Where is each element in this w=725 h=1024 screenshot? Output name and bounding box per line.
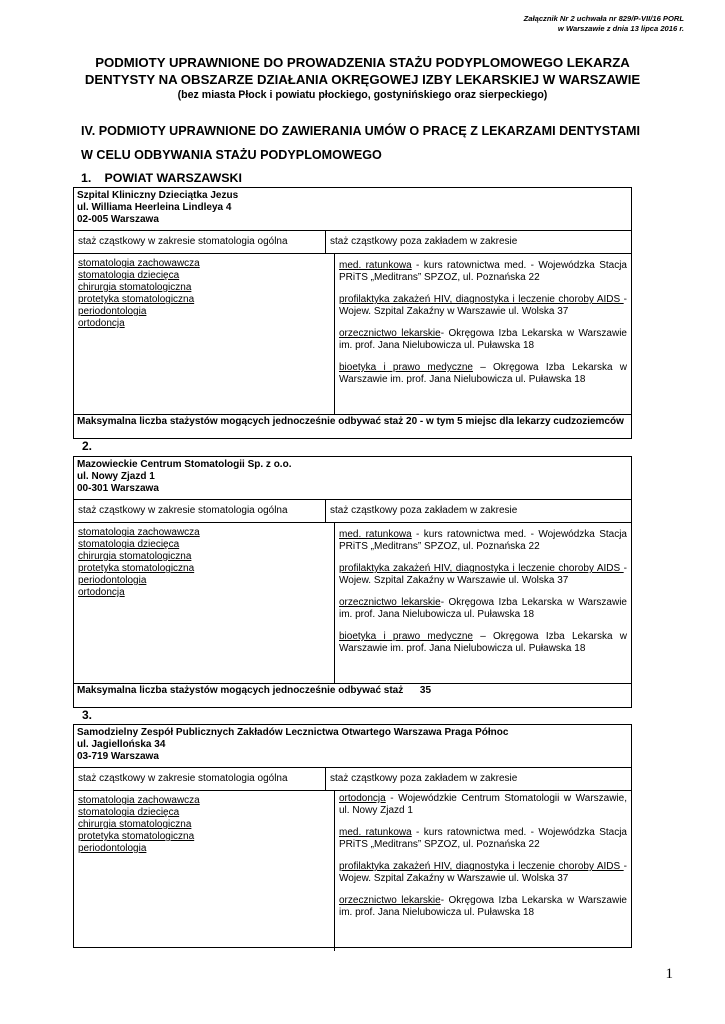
external-item-topic: med. ratunkowa [339, 827, 412, 838]
external-item-place: - Wojew. Szpital Zakaźny w Warszawie ul. Wolska 37 [339, 294, 627, 317]
external-item [339, 563, 627, 587]
max-interns: Maksymalna liczba stażystów mogących jednocześnie odbywać staż 20 - w tym 5 miejsc dla lekarzy cudzoziemców [74, 414, 631, 429]
specialty-item: protetyka stomatologiczna [78, 563, 195, 574]
max-interns: Maksymalna liczba stażystów mogących jednocześnie odbywać staż 35 [74, 683, 631, 698]
external-item [339, 260, 627, 284]
body-row [74, 791, 631, 951]
column-header-general: staż cząstkowy w zakresie stomatologia ogólna [74, 231, 326, 253]
external-item-place: - kurs ratownictwa med. - Wojewódzka Stacja PRiTS „Meditrans” SPZOZ, ul. Poznańska 22 [339, 827, 627, 850]
external-list [335, 523, 631, 683]
powiat-heading [81, 171, 242, 185]
external-item [339, 529, 627, 553]
institution-street: ul. Nowy Zjazd 1 [77, 471, 155, 482]
title-line-2: DENTYSTY NA OBSZARZE DZIAŁANIA OKRĘGOWEJ IZBY LEKARSKIEJ W WARSZAWIE [84, 72, 641, 87]
external-item [339, 895, 627, 919]
specialty-list [74, 791, 335, 951]
column-header-external: staż cząstkowy poza zakładem w zakresie [330, 773, 518, 784]
column-header-external: staż cząstkowy poza zakładem w zakresie [330, 236, 518, 247]
column-headers [74, 500, 631, 523]
external-item-topic: med. ratunkowa [339, 260, 412, 271]
external-item [339, 294, 627, 318]
external-item-topic: profilaktyka zakażeń HIV, diagnostyka i leczenie choroby AIDS [339, 563, 624, 574]
column-headers [74, 768, 631, 791]
external-item-place: - Okręgowa Izba Lekarska w Warszawie im. prof. Jana Nielubowicza ul. Puławska 18 [339, 895, 627, 918]
external-item-topic: orzecznictwo lekarskie [339, 597, 441, 608]
section-heading-line-1: IV. PODMIOTY UPRAWNIONE DO ZAWIERANIA UMÓW O PRACĘ Z LEKARZAMI DENTYSTAMI [81, 124, 641, 138]
external-item-topic: med. ratunkowa [339, 529, 412, 540]
institution-city: 03-719 Warszawa [77, 751, 159, 762]
specialty-item: stomatologia dziecięca [78, 807, 180, 818]
external-item-place: - Wojew. Szpital Zakaźny w Warszawie ul. Wolska 37 [339, 861, 627, 884]
institution-name: Mazowieckie Centrum Stomatologii Sp. z o.o. [77, 459, 292, 470]
external-item [339, 597, 627, 621]
specialty-item: chirurgia stomatologiczna [78, 551, 192, 562]
external-item-place: - Wojew. Szpital Zakaźny w Warszawie ul. Wolska 37 [339, 563, 627, 586]
external-item-place: – Okręgowa Izba Lekarska w Warszawie im. prof. Jana Nielubowicza ul. Puławska 18 [339, 362, 627, 385]
external-item-topic: ortodoncja [339, 793, 386, 804]
section-heading-line-2: W CELU ODBYWANIA STAŻU PODYPLOMOWEGO [81, 148, 382, 162]
column-headers [74, 231, 631, 254]
specialty-list [74, 254, 335, 414]
external-list [335, 254, 631, 414]
powiat-number: 1. [81, 171, 92, 185]
specialty-item: protetyka stomatologiczna [78, 831, 195, 842]
specialty-item: stomatologia zachowawcza [78, 527, 200, 538]
external-item [339, 631, 627, 655]
external-item [339, 793, 627, 817]
specialty-item: ortodoncja [78, 318, 125, 329]
column-header-general: staż cząstkowy w zakresie stomatologia ogólna [74, 500, 326, 522]
attachment-line-2: w Warszawie z dnia 13 lipca 2016 r. [557, 24, 684, 33]
institution-block-1 [73, 187, 632, 439]
specialty-item: stomatologia zachowawcza [78, 795, 200, 806]
institution-info [74, 188, 631, 231]
institution-block-3 [73, 724, 632, 948]
specialty-item: periodontologia [78, 843, 147, 854]
body-row [74, 254, 631, 414]
institution-city: 02-005 Warszawa [77, 214, 159, 225]
external-item-place: – Okręgowa Izba Lekarska w Warszawie im. prof. Jana Nielubowicza ul. Puławska 18 [339, 631, 627, 654]
institution-info [74, 725, 631, 768]
external-item-topic: profilaktyka zakażeń HIV, diagnostyka i leczenie choroby AIDS [339, 294, 624, 305]
document-title [0, 54, 725, 102]
institution-block-2 [73, 456, 632, 708]
external-item-place: - kurs ratownictwa med. - Wojewódzka Stacja PRiTS „Meditrans” SPZOZ, ul. Poznańska 22 [339, 529, 627, 552]
specialty-list [74, 523, 335, 683]
external-item-place: - Okręgowa Izba Lekarska w Warszawie im. prof. Jana Nielubowicza ul. Puławska 18 [339, 328, 627, 351]
external-list [335, 791, 631, 951]
institution-street: ul. Williama Heerleina Lindleya 4 [77, 202, 232, 213]
specialty-item: chirurgia stomatologiczna [78, 282, 192, 293]
specialty-item: stomatologia zachowawcza [78, 258, 200, 269]
external-item-topic: bioetyka i prawo medyczne [339, 631, 473, 642]
entry-number: 3. [82, 708, 93, 722]
specialty-item: periodontologia [78, 306, 147, 317]
specialty-item: stomatologia dziecięca [78, 270, 180, 281]
external-item-topic: orzecznictwo lekarskie [339, 328, 441, 339]
title-subtitle: (bez miasta Płock i powiatu płockiego, gostynińskiego oraz sierpeckiego) [177, 89, 548, 101]
specialty-item: chirurgia stomatologiczna [78, 819, 192, 830]
external-item-topic: orzecznictwo lekarskie [339, 895, 441, 906]
column-header-external: staż cząstkowy poza zakładem w zakresie [330, 505, 518, 516]
external-item-place: - Okręgowa Izba Lekarska w Warszawie im. prof. Jana Nielubowicza ul. Puławska 18 [339, 597, 627, 620]
body-row [74, 523, 631, 683]
external-item [339, 362, 627, 386]
external-item-place: - kurs ratownictwa med. - Wojewódzka Stacja PRiTS „Meditrans” SPZOZ, ul. Poznańska 22 [339, 260, 627, 283]
title-line-1: PODMIOTY UPRAWNIONE DO PROWADZENIA STAŻU PODYPLOMOWEGO LEKARZA [95, 55, 630, 70]
page-number: 1 [665, 966, 673, 982]
specialty-item: ortodoncja [78, 587, 125, 598]
column-header-general: staż cząstkowy w zakresie stomatologia ogólna [74, 768, 326, 790]
external-item-topic: bioetyka i prawo medyczne [339, 362, 473, 373]
institution-city: 00-301 Warszawa [77, 483, 159, 494]
specialty-item: stomatologia dziecięca [78, 539, 180, 550]
external-item-topic: profilaktyka zakażeń HIV, diagnostyka i leczenie choroby AIDS [339, 861, 624, 872]
attachment-header [524, 14, 684, 34]
specialty-item: protetyka stomatologiczna [78, 294, 195, 305]
powiat-name: POWIAT WARSZAWSKI [104, 171, 242, 185]
external-item-place: - Wojewódzkie Centrum Stomatologii w Warszawie, ul. Nowy Zjazd 1 [339, 793, 627, 816]
specialty-item: periodontologia [78, 575, 147, 586]
institution-info [74, 457, 631, 500]
institution-name: Samodzielny Zespół Publicznych Zakładów Lecznictwa Otwartego Warszawa Praga Północ [77, 727, 509, 738]
entry-number: 2. [82, 439, 93, 453]
institution-street: ul. Jagiellońska 34 [77, 739, 166, 750]
external-item [339, 328, 627, 352]
external-item [339, 827, 627, 851]
attachment-line-1: Załącznik Nr 2 uchwała nr 829/P-VII/16 PORL [523, 14, 684, 23]
institution-name: Szpital Kliniczny Dzieciątka Jezus [77, 190, 239, 201]
external-item [339, 861, 627, 885]
